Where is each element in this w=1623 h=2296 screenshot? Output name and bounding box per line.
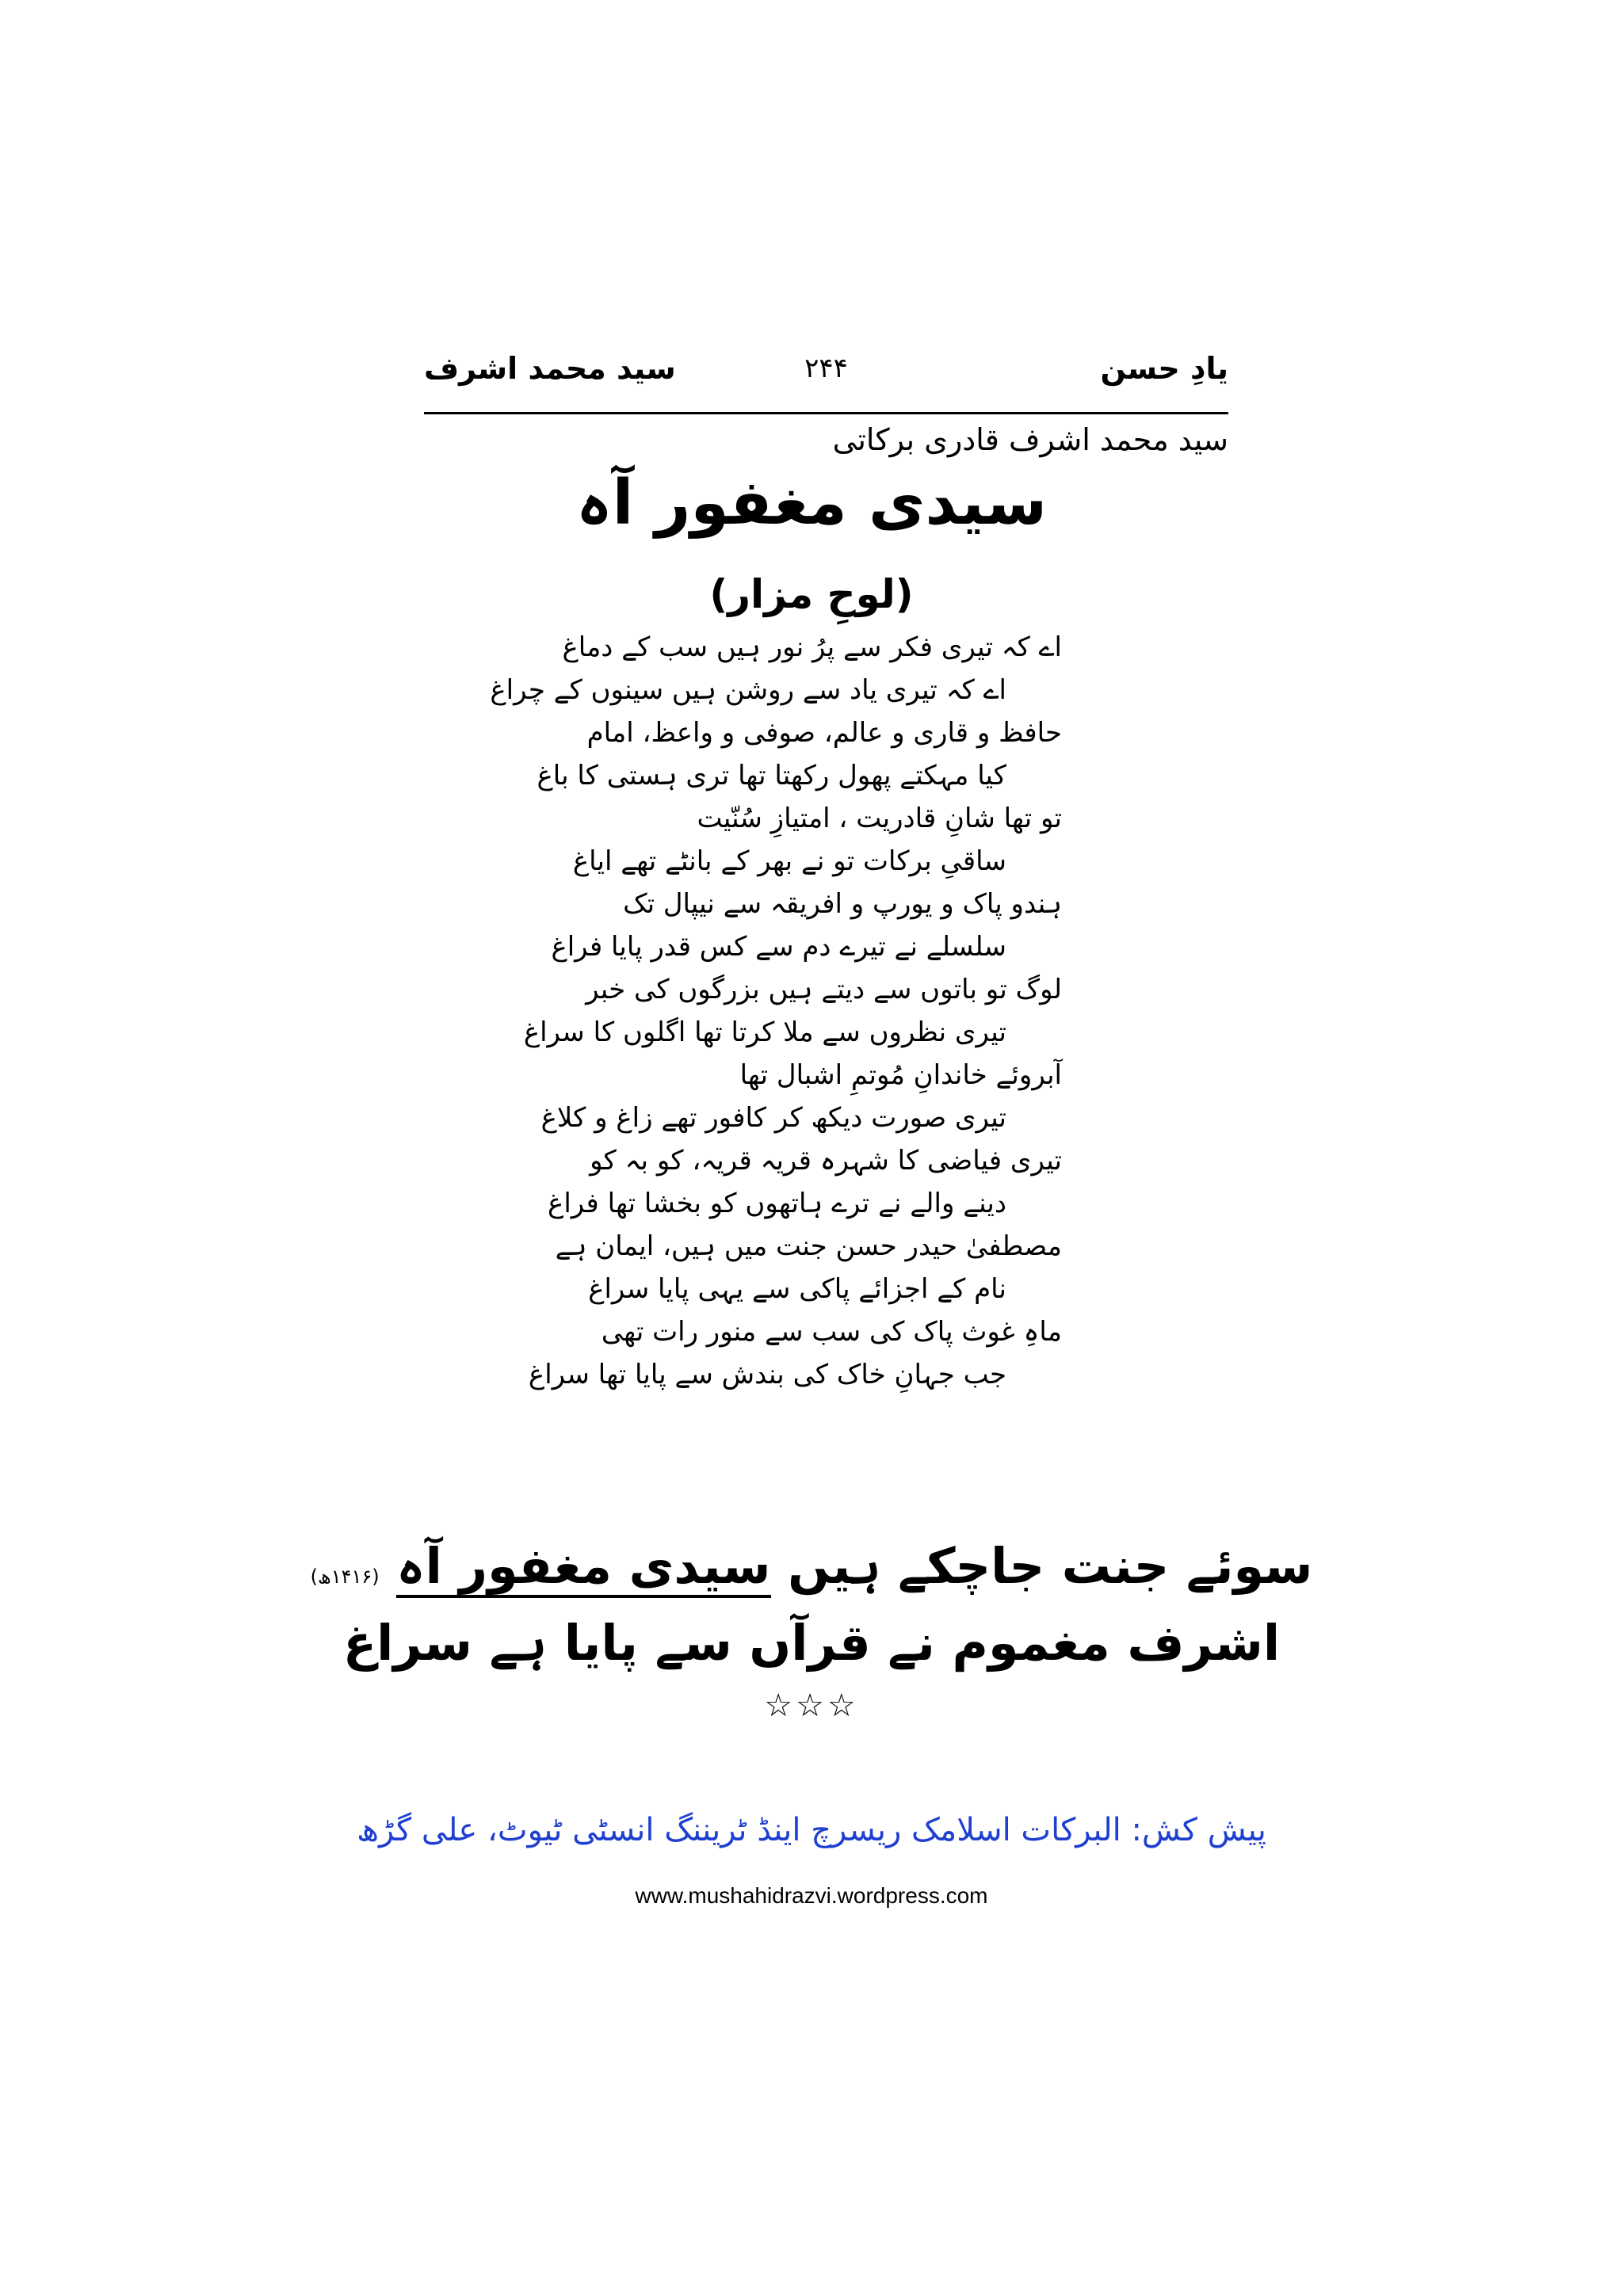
closing-line-1-start: سوئے جنت جاچکے ہیں <box>788 1537 1313 1595</box>
verse-line: تیری فیاضی کا شہرہ قریہ قریہ، کو بہ کو <box>590 1145 1062 1177</box>
verse-line: نام کے اجزائے پاکی سے یہی پایا سراغ <box>588 1273 1006 1305</box>
verse-line: مصطفیٰ حیدر حسن جنت میں ہیں، ایمان ہے <box>555 1230 1062 1262</box>
closing-couplet <box>0 1533 1623 1676</box>
verse-line: کیا مہکتے پھول رکھتا تھا تری ہستی کا باغ <box>537 760 1006 791</box>
verse-line: دینے والے نے ترے ہاتھوں کو بخشا تھا فراغ <box>548 1188 1006 1219</box>
header-author: سید محمد اشرف <box>424 351 676 386</box>
poem-subtitle: (لوحِ مزار) <box>709 571 914 617</box>
poem-title: سیدی مغفور آہ <box>575 467 1048 539</box>
hijri-date: (۱۴۱۶ھ) <box>310 1566 380 1588</box>
verse-line: تو تھا شانِ قادریت ، امتیازِ سُنّیت <box>697 803 1062 834</box>
verse-line: جب جہانِ خاک کی بندش سے پایا تھا سراغ <box>528 1359 1006 1390</box>
verse-line: حافظ و قاری و عالم، صوفی و واعظ، امام <box>586 717 1062 749</box>
page-header <box>424 345 1228 411</box>
verse-line: سلسلے نے تیرے دم سے کس قدر پایا فراغ <box>551 931 1006 963</box>
verse-line: ہندو پاک و یورپ و افریقہ سے نیپال تک <box>623 888 1062 920</box>
verse-line: اے کہ تیری یاد سے روشن ہیں سینوں کے چراغ <box>490 674 1006 706</box>
verse-line: آبروئے خاندانِ مُوتمِ اشبال تھا <box>739 1059 1062 1091</box>
verse-line: ساقیِ برکات تو نے بھر کے بانٹے تھے ایاغ <box>572 845 1006 877</box>
verse-line: تیری صورت دیکھ کر کافور تھے زاغ و کلاغ <box>540 1102 1006 1134</box>
closing-line-2: اشرف مغموم نے قرآں سے پایا ہے سراغ <box>342 1614 1281 1672</box>
closing-line-1 <box>0 1533 1623 1610</box>
chronogram-phrase: سیدی مغفور آہ <box>396 1537 770 1598</box>
verse-line: لوگ تو باتوں سے دیتے ہیں بزرگوں کی خبر <box>586 974 1062 1005</box>
page-number: ۲۴۴ <box>804 353 848 384</box>
website-url[interactable]: www.mushahidrazvi.wordpress.com <box>635 1883 988 1908</box>
verse-line: ماہِ غوث پاک کی سب سے منور رات تھی <box>601 1316 1062 1348</box>
verse-line: اے کہ تیری فکر سے پرُ نور ہیں سب کے دماغ <box>562 631 1062 663</box>
publisher-credit: پیش کش: البرکات اسلامک ریسرچ اینڈ ٹریننگ انسٹی ٹیوٹ، علی گڑھ <box>357 1812 1266 1848</box>
star-ornament: ☆☆☆ <box>764 1688 859 1724</box>
verse-line: تیری نظروں سے ملا کرتا تھا اگلوں کا سراغ <box>523 1016 1006 1048</box>
header-book-title: یادِ حسن <box>1100 351 1228 386</box>
poem-verses <box>444 626 1062 1396</box>
author-byline: سید محمد اشرف قادری برکاتی <box>832 422 1228 457</box>
